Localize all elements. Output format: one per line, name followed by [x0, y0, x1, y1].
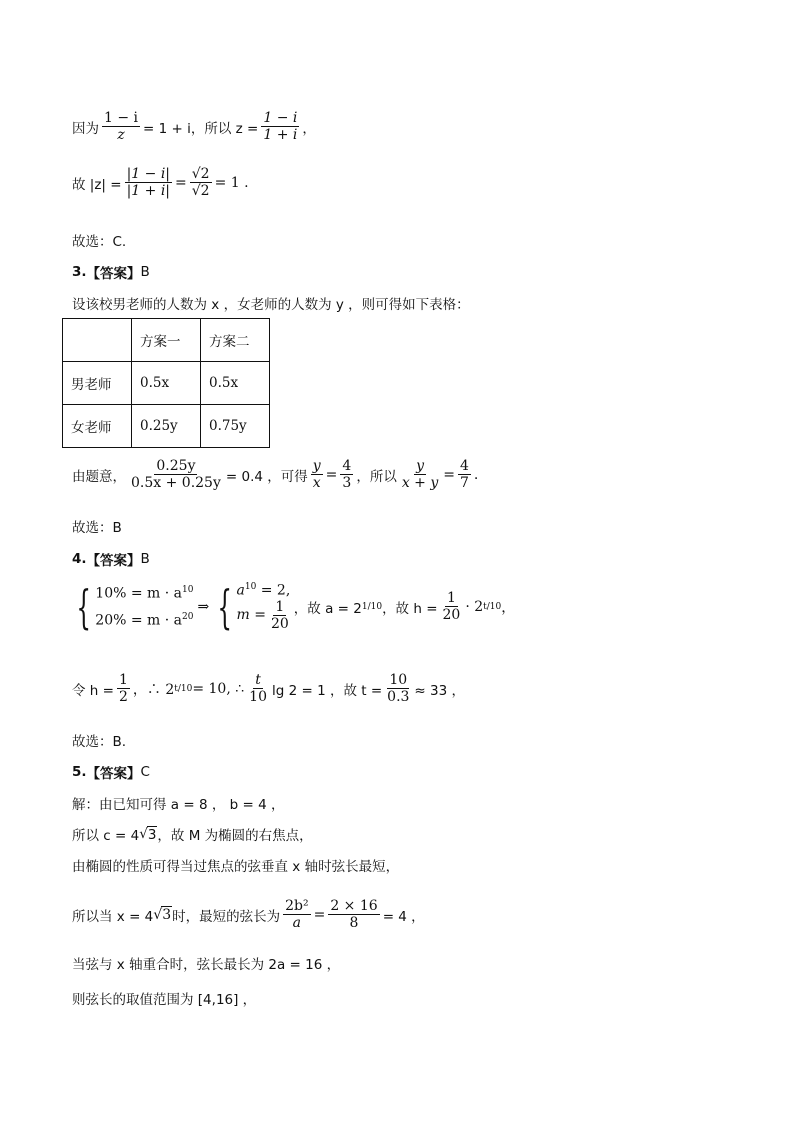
table-cell: 女老师: [63, 405, 132, 448]
sec4-header: 4. 【答案】 B: [72, 551, 150, 569]
table-cell: 0.5x: [132, 362, 201, 405]
fraction: $\frac{1 - i}{1 + i}$: [263, 110, 298, 144]
sec2-line2: 故 |z| = $\frac{|1 - i|}{|1 + i|}$ = $\frac{√2}{√2}$ = 1 .: [72, 166, 249, 200]
equation-system: $10\% = m \cdot a^{10}$ $20\% = m \cdot a^{20}$: [95, 585, 194, 629]
fraction: $\frac{4}{3}$: [342, 458, 352, 492]
sec5-line4: 所以当 x = 4 √ 3 时，最短的弦长为 $\frac{\text{2b²}}{a}$ = $\frac{2 \times 16}{8}$ = 4 ，: [72, 898, 425, 932]
fraction: $\frac{1}{2}$: [118, 672, 128, 706]
fraction: $\frac{1}{20}$: [442, 590, 461, 624]
table-row: [63, 405, 270, 448]
sec5-line5: 当弦与 x 轴重合时，弦长最长为 2a = 16 ，: [72, 957, 341, 973]
brace-icon: {: [217, 579, 233, 634]
table-header: 方案二: [201, 319, 270, 362]
table-row: [63, 362, 270, 405]
fraction: $\frac{2 \times 16}{8}$: [330, 898, 378, 932]
sec3-choice: 故选：B: [72, 520, 122, 536]
sec2-l2-a: 故 |z| =: [72, 176, 122, 193]
plan-table: [62, 318, 270, 448]
sec3-intro: 设该校男老师的人数为 x ，女老师的人数为 y ，则可得如下表格：: [72, 297, 470, 313]
table-cell: [63, 319, 132, 362]
sec4-system: { $10\% = m \cdot a^{10}$ $20\% = m \cdot a^{20}$ ⇒ { $a^{10} = 2$, m = $\frac{1}{20}$ ，故 a = 2 1/10 ，故 h = $\frac{1}{20}$ · 2 t/10 ，: [76, 579, 516, 634]
brace-icon: {: [76, 579, 91, 634]
fraction: $\frac{√2}{√2}$: [191, 166, 210, 200]
fraction: $\frac{t}{10}$: [249, 672, 267, 706]
table-cell: 男老师: [63, 362, 132, 405]
table-header: 方案一: [132, 319, 201, 362]
fraction: $\frac{\text{2b²}}{a}$: [285, 898, 309, 932]
fraction: $\frac{10}{0.3}$: [387, 672, 410, 706]
sec5-line1: 解：由已知可得 a = 8 ， b = 4 ，: [72, 797, 285, 813]
sec5-line3: 由椭圆的性质可得当过焦点的弦垂直 x 轴时弦长最短，: [72, 859, 400, 875]
fraction: $\frac{1 - i}{z}$: [104, 110, 139, 144]
equation-system: $a^{10} = 2$, m = $\frac{1}{20}$: [236, 582, 291, 632]
table-cell: 0.25y: [132, 405, 201, 448]
sec3-equation: 由题意， $\frac{0.25y}{0.5x + 0.25y}$ = 0.4 ，可得 $\frac{y}{x}$ = $\frac{4}{3}$ ，所以 $\frac{y}{x + y}$ = $\frac{4}{7}$ .: [72, 458, 479, 492]
table-cell: 0.75y: [201, 405, 270, 448]
sec2-l1-a: 因为: [72, 120, 99, 137]
sec3-header: 3. 【答案】 B: [72, 264, 150, 282]
table-row: [63, 319, 270, 362]
fraction: $\frac{0.25y}{0.5x + 0.25y}$: [131, 458, 221, 492]
sec5-header: 5. 【答案】 C: [72, 764, 150, 782]
implies-icon: ⇒: [197, 598, 210, 615]
fraction: $\frac{4}{7}$: [460, 458, 469, 492]
sec2-line1: 因为 $\frac{1 - i}{z}$ = 1 + i，所以 z = $\frac{1 - i}{1 + i}$ ，: [72, 110, 316, 144]
table-cell: 0.5x: [201, 362, 270, 405]
sec5-line2: 所以 c = 4 √ 3 ，故 M 为椭圆的右焦点，: [72, 826, 313, 844]
sec4-line2: 令 h = $\frac{1}{2}$ ，∴ 2 t/10 = 10, ∴ $\frac{t}{10}$ lg 2 = 1 ，故 t = $\frac{10}{0.3}$ ≈ 33 ，: [72, 672, 465, 706]
fraction: $\frac{|1 - i|}{|1 + i|}$: [126, 166, 171, 200]
fraction: $\frac{y}{x + y}$: [401, 458, 439, 492]
sec4-choice: 故选：B.: [72, 734, 127, 750]
sec2-l1-b: = 1 + i，所以 z =: [143, 120, 259, 137]
fraction: $\frac{y}{x}$: [312, 458, 321, 492]
sec2-choice: 故选：C.: [72, 234, 127, 250]
sec5-line6: 则弦长的取值范围为 [4,16] ，: [72, 992, 257, 1008]
